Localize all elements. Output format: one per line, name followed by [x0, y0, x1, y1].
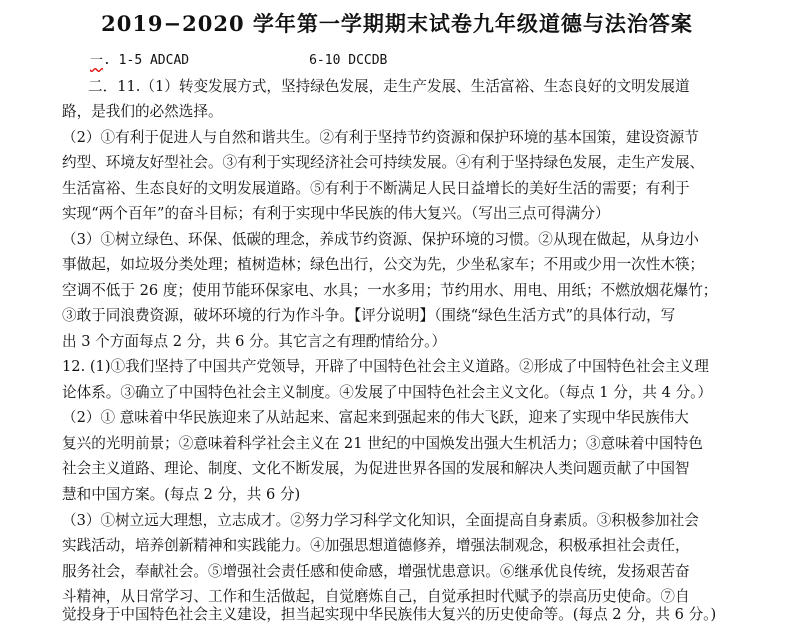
answer-line: 生活富裕、生态良好的文明发展道路。⑤有利于不断满足人民日益增长的美好生活的需要；有利于	[62, 180, 690, 197]
answer-line: 出 3 个方面每点 2 分，共 6 分。其它言之有理酌情给分。）	[62, 333, 447, 350]
answer-line: 事做起，如垃圾分类处理；植树造林；绿色出行，公交为先，少坐私家车；不用或少用一次性木筷；	[62, 256, 705, 273]
answer-line: 复兴的光明前景；②意味着科学社会主义在 21 世纪的中国焕发出强大生机活力；③意味着中国特色	[62, 435, 703, 452]
answer-line: 路，是我们的必然选择。	[62, 103, 223, 120]
answer-line: （3）①树立远大理想，立志成才。②努力学习科学文化知识，全面提高自身素质。③积极参加社会	[62, 512, 699, 529]
section-1-label: 一	[90, 53, 104, 68]
answer-line: 二．11.（1）转变发展方式，坚持绿色发展，走生产发展、生活富裕、生态良好的文明发展道	[88, 78, 690, 95]
answer-line: 慧和中国方案。(每点 2 分，共 6 分)	[62, 486, 301, 503]
answer-line: ③敢于同浪费资源，破坏环境的行为作斗争。【评分说明】（围绕“绿色生活方式”的具体行动，写	[62, 307, 676, 324]
section-1-answers-a: . 1-5 ADCAD	[103, 53, 190, 68]
answer-line: 实现“两个百年”的奋斗目标；有利于实现中华民族的伟大复兴。（写出三点可得满分）	[62, 205, 610, 222]
answer-line: （2）①有利于促进人与自然和谐共生。②有利于坚持节约资源和保护环境的基本国策，建设资源节	[62, 129, 699, 146]
answer-line: 斗精神，从日常学习、工作和生活做起，自觉磨炼自己，自觉承担时代赋予的崇高历史使命。⑦自	[62, 588, 690, 605]
answer-line: 觉投身于中国特色社会主义建设，担当起实现中华民族伟大复兴的历史使命等。(每点 2 分，共 6 分。)	[62, 606, 717, 623]
answer-line: （2）① 意味着中华民族迎来了从站起来、富起来到强起来的伟大飞跃，迎来了实现中华民族伟大	[62, 409, 689, 426]
document-title: 2019−2020 学年第一学期期末试卷九年级道德与法治答案	[101, 11, 693, 36]
section-1-answers-b: 6-10 DCCDB	[309, 53, 388, 68]
answer-line: 论体系。③确立了中国特色社会主义制度。④发展了中国特色社会主义文化。（每点 1 分，共 4 分。）	[62, 384, 713, 401]
answer-line: 服务社会，奉献社会。⑤增强社会责任感和使命感，增强忧患意识。⑥继承优良传统，发扬艰苦奋	[62, 563, 690, 580]
answer-line: 实践活动，培养创新精神和实践能力。④加强思想道德修养，增强法制观念，积极承担社会责任，	[62, 537, 690, 554]
answer-line: 12. (1)①我们坚持了中国共产党领导，开辟了中国特色社会主义道路。②形成了中国特色社会主义理	[62, 358, 709, 375]
answer-line: （3）①树立绿色、环保、低碳的理念，养成节约资源、保护环境的习惯。②从现在做起，从身边小	[62, 231, 699, 248]
answer-line: 空调不低于 26 度；使用节能环保家电、水具；一水多用；节约用水、用电、用纸；不燃放烟花爆竹；	[62, 282, 718, 299]
section-1-answers	[90, 50, 387, 71]
answer-line: 约型、环境友好型社会。③有利于实现经济社会可持续发展。④有利于坚持绿色发展，走生产发展、	[62, 154, 705, 171]
answer-line: 社会主义道路、理论、制度、文化不断发展，为促进世界各国的发展和解决人类问题贡献了中国智	[62, 460, 690, 477]
